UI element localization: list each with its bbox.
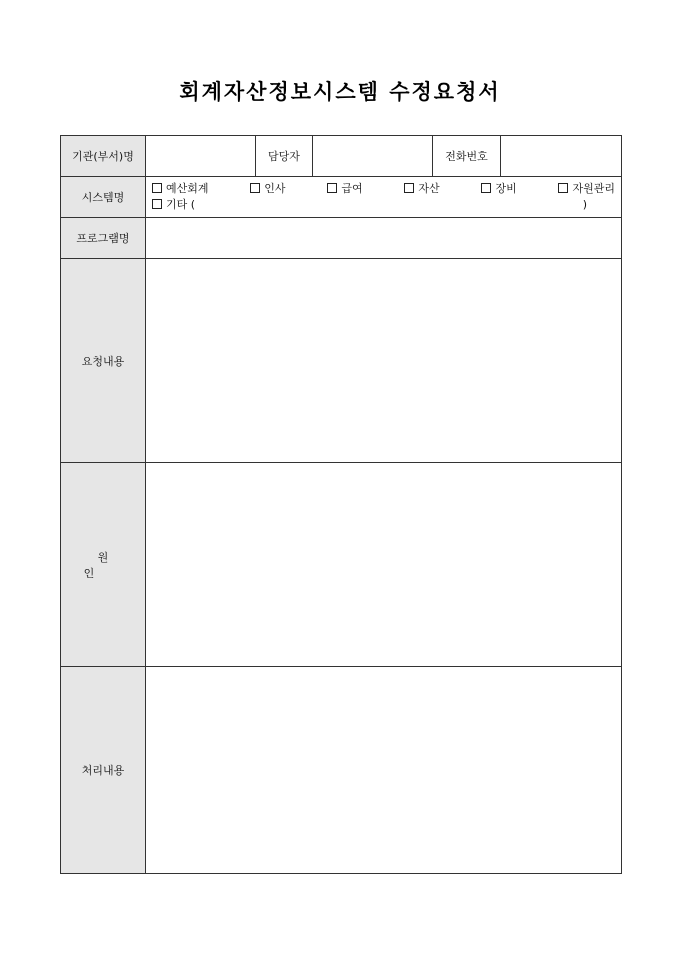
request-field[interactable] (146, 259, 622, 463)
request-label: 요청내용 (61, 259, 146, 463)
system-options-row (152, 181, 615, 197)
phone-field[interactable] (501, 136, 622, 177)
other-close-paren: ) (582, 198, 587, 211)
option-equipment[interactable]: 장비 (481, 181, 516, 197)
row-process (61, 667, 622, 874)
option-resource-management[interactable]: 자원관리 (558, 181, 615, 197)
request-form-table (60, 135, 622, 874)
checkbox-icon (481, 183, 491, 193)
manager-field[interactable] (313, 136, 433, 177)
row-system (61, 177, 622, 218)
checkbox-icon (327, 183, 337, 193)
cause-field[interactable] (146, 463, 622, 667)
checkbox-icon (152, 183, 162, 193)
checkbox-icon (152, 199, 162, 209)
manager-label: 담당자 (256, 136, 313, 177)
page-title: 회계자산정보시스템 수정요청서 (179, 79, 501, 104)
option-other[interactable]: 기타 ( (152, 197, 195, 213)
row-org (61, 136, 622, 177)
checkbox-icon (250, 183, 260, 193)
option-budget-accounting[interactable]: 예산회계 (152, 181, 209, 197)
option-payroll[interactable]: 급여 (327, 181, 362, 197)
program-label: 프로그램명 (61, 218, 146, 259)
org-field[interactable] (146, 136, 256, 177)
system-other-row (152, 197, 615, 213)
row-request (61, 259, 622, 463)
process-label: 처리내용 (61, 667, 146, 874)
program-field[interactable] (146, 218, 622, 259)
org-label: 기관(부서)명 (61, 136, 146, 177)
phone-label: 전화번호 (433, 136, 501, 177)
cause-label: 원 인 (61, 463, 146, 667)
checkbox-icon (558, 183, 568, 193)
system-label: 시스템명 (61, 177, 146, 218)
option-personnel[interactable]: 인사 (250, 181, 285, 197)
process-field[interactable] (146, 667, 622, 874)
checkbox-icon (404, 183, 414, 193)
option-assets[interactable]: 자산 (404, 181, 439, 197)
row-program (61, 218, 622, 259)
row-cause (61, 463, 622, 667)
system-options-cell (146, 177, 622, 218)
